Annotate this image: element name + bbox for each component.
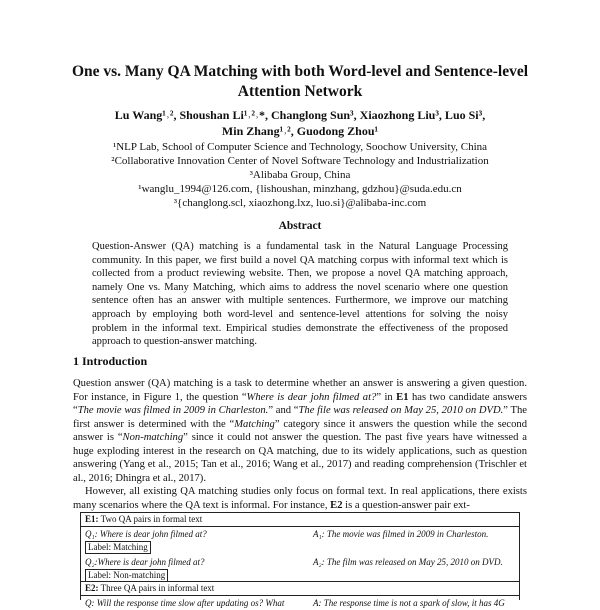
example-figure	[80, 512, 520, 608]
question-2: Q₂:Where is dear john filmed at?	[85, 557, 205, 567]
answer-3: A: The response time is not a spark of slow, it has 4G	[313, 598, 505, 608]
question-3: Q: Will the response time slow after updating os? What	[85, 598, 285, 608]
label-non-matching: Label: Non-matching	[85, 569, 168, 582]
question-column	[85, 529, 305, 582]
authors-line-1: Lu Wang¹˒², Shoushan Li¹˒²˒*, Changlong Sun³, Xiaozhong Liu³, Luo Si³,	[114, 108, 486, 122]
affiliations	[0, 140, 600, 210]
paper-title	[0, 62, 600, 102]
abstract-text: Question-Answer (QA) matching is a fundamental task in the Natural Language Processing community. In this paper, we first build a novel QA matching corpus with informal text which is collected from a product reviewing website. Then, we propose a novel QA matching approach, namely One vs. Many Matching, which aims to address the novel scenario where one question sentence often has an answer with multiple sentences. Furthermore, we improve our matching approach by employing both word-level and sentence-level attentions for solving the noisy problem in the informal text. Empirical studies demonstrate the effectiveness of the proposed approach to question-answer matching.	[92, 241, 508, 348]
author-list	[0, 107, 600, 139]
answer-column	[313, 529, 517, 568]
answer-2: A₂: The film was released on May 25, 2010 on DVD.	[313, 557, 503, 567]
authors-line-2: Min Zhang¹˒², Guodong Zhou¹	[221, 124, 379, 138]
affiliation-3: ³Alibaba Group, China	[249, 169, 351, 181]
e2-header-row: E2: Three QA pairs in informal text	[81, 582, 519, 596]
abstract-heading: Abstract	[278, 220, 322, 232]
intro-paragraph-1: Question answer (QA) matching is a task to determine whether an answer is answering a given question. For instance, in Figure 1, the question “Where is dear john filmed at?” in E1 has two candidate answers “The movie was filmed in 2009 in Charleston.” and “The file was released on May 25, 2010 on DVD.” The first answer is determined with the “Matching” category since it answers the question while the second answer is “Non-matching” since it could not answer the question. The past five years have witnessed a huge exploding interest in the research on QA matching, due to its widely applications, such as question answering (Yang et al., 2015; Tan et al., 2016; Wang et al., 2017) and reading comprehension (Trischler et al., 2016; Dhingra et al., 2017).	[73, 378, 528, 484]
answer-1: A₁: The movie was filmed in 2009 in Charleston.	[313, 529, 489, 539]
email-line-2: ³{changlong.scl, xiaozhong.lxz, luo.si}@alibaba-inc.com	[173, 197, 427, 209]
title-line-1: One vs. Many QA Matching with both Word-level and Sentence-level	[71, 63, 529, 80]
e1-pairs	[81, 527, 519, 582]
affiliation-2: ²Collaborative Innovation Center of Novel Software Technology and Industrialization	[111, 155, 489, 167]
section-heading: 1 Introduction	[73, 354, 148, 368]
e2-pairs	[81, 596, 519, 610]
affiliation-1: ¹NLP Lab, School of Computer Science and Technology, Soochow University, China	[112, 141, 488, 153]
label-matching: Label: Matching	[85, 541, 151, 554]
question-1: Q₁: Where is dear john filmed at?	[85, 529, 207, 539]
title-line-2: Attention Network	[237, 83, 363, 100]
intro-paragraph-2: However, all existing QA matching studies only focus on formal text. In real applications, there exists many scenarios where the QA text is informal. For instance, E2 is a question-answer pair ext-	[73, 486, 527, 511]
intro-body	[73, 377, 527, 512]
e1-header-row: E1: Two QA pairs in formal text	[81, 513, 519, 527]
email-line-1: ¹wanglu_1994@126.com, {lishoushan, minzhang, gdzhou}@suda.edu.cn	[138, 183, 462, 195]
